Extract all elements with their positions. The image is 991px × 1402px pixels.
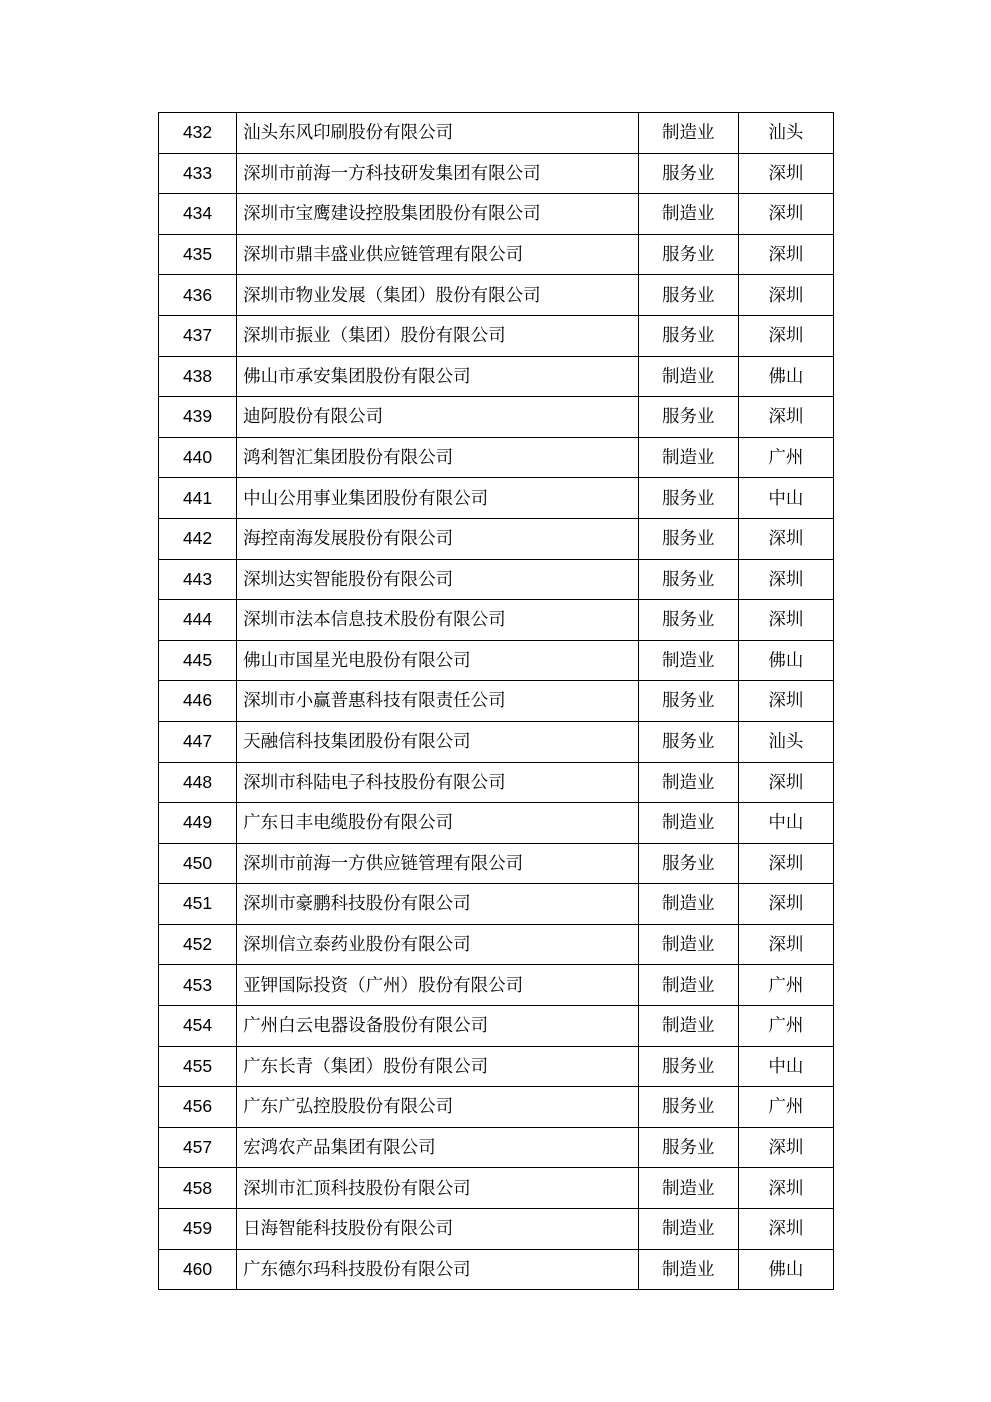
cell-city: 深圳 — [738, 1168, 833, 1209]
cell-company-name: 广州白云电器设备股份有限公司 — [237, 1006, 639, 1047]
cell-company-name: 鸿利智汇集团股份有限公司 — [237, 437, 639, 478]
cell-industry: 服务业 — [638, 315, 738, 356]
cell-industry: 服务业 — [638, 234, 738, 275]
cell-company-name: 深圳市鼎丰盛业供应链管理有限公司 — [237, 234, 639, 275]
cell-city: 汕头 — [738, 721, 833, 762]
table-row — [159, 194, 834, 235]
cell-city: 汕头 — [738, 113, 833, 154]
table-row — [159, 1209, 834, 1250]
cell-industry: 制造业 — [638, 113, 738, 154]
cell-industry: 制造业 — [638, 356, 738, 397]
cell-rank: 455 — [159, 1046, 237, 1087]
cell-company-name: 深圳市法本信息技术股份有限公司 — [237, 600, 639, 641]
cell-industry: 服务业 — [638, 843, 738, 884]
cell-city: 深圳 — [738, 397, 833, 438]
table-row — [159, 1046, 834, 1087]
cell-industry: 服务业 — [638, 478, 738, 519]
cell-industry: 制造业 — [638, 924, 738, 965]
cell-rank: 442 — [159, 518, 237, 559]
cell-rank: 440 — [159, 437, 237, 478]
cell-rank: 450 — [159, 843, 237, 884]
table-row — [159, 1087, 834, 1128]
cell-rank: 451 — [159, 884, 237, 925]
cell-company-name: 深圳市物业发展（集团）股份有限公司 — [237, 275, 639, 316]
cell-company-name: 天融信科技集团股份有限公司 — [237, 721, 639, 762]
table-row — [159, 356, 834, 397]
cell-rank: 441 — [159, 478, 237, 519]
table-row — [159, 153, 834, 194]
cell-city: 广州 — [738, 437, 833, 478]
cell-city: 深圳 — [738, 843, 833, 884]
cell-rank: 458 — [159, 1168, 237, 1209]
cell-company-name: 广东长青（集团）股份有限公司 — [237, 1046, 639, 1087]
cell-city: 中山 — [738, 478, 833, 519]
cell-industry: 制造业 — [638, 194, 738, 235]
cell-city: 深圳 — [738, 194, 833, 235]
cell-industry: 服务业 — [638, 397, 738, 438]
cell-city: 广州 — [738, 1087, 833, 1128]
cell-rank: 434 — [159, 194, 237, 235]
table-row — [159, 1127, 834, 1168]
cell-industry: 服务业 — [638, 1087, 738, 1128]
cell-industry: 制造业 — [638, 1006, 738, 1047]
table-row — [159, 437, 834, 478]
cell-rank: 443 — [159, 559, 237, 600]
cell-city: 深圳 — [738, 924, 833, 965]
table-row — [159, 965, 834, 1006]
cell-company-name: 广东广弘控股股份有限公司 — [237, 1087, 639, 1128]
cell-industry: 服务业 — [638, 153, 738, 194]
cell-city: 深圳 — [738, 559, 833, 600]
table-row — [159, 315, 834, 356]
cell-city: 深圳 — [738, 681, 833, 722]
cell-company-name: 广东德尔玛科技股份有限公司 — [237, 1249, 639, 1290]
table-row — [159, 681, 834, 722]
cell-industry: 制造业 — [638, 965, 738, 1006]
table-row — [159, 884, 834, 925]
cell-city: 深圳 — [738, 600, 833, 641]
cell-city: 广州 — [738, 1006, 833, 1047]
cell-industry: 制造业 — [638, 762, 738, 803]
table-row — [159, 478, 834, 519]
cell-industry: 服务业 — [638, 1046, 738, 1087]
cell-rank: 432 — [159, 113, 237, 154]
cell-rank: 439 — [159, 397, 237, 438]
cell-rank: 433 — [159, 153, 237, 194]
cell-company-name: 汕头东风印刷股份有限公司 — [237, 113, 639, 154]
cell-company-name: 深圳市前海一方供应链管理有限公司 — [237, 843, 639, 884]
cell-industry: 服务业 — [638, 518, 738, 559]
cell-industry: 制造业 — [638, 640, 738, 681]
cell-industry: 制造业 — [638, 1168, 738, 1209]
cell-company-name: 深圳信立泰药业股份有限公司 — [237, 924, 639, 965]
cell-city: 深圳 — [738, 884, 833, 925]
table-row — [159, 1168, 834, 1209]
cell-company-name: 深圳达实智能股份有限公司 — [237, 559, 639, 600]
cell-company-name: 海控南海发展股份有限公司 — [237, 518, 639, 559]
cell-rank: 444 — [159, 600, 237, 641]
cell-company-name: 深圳市豪鹏科技股份有限公司 — [237, 884, 639, 925]
table-row — [159, 113, 834, 154]
cell-company-name: 亚钾国际投资（广州）股份有限公司 — [237, 965, 639, 1006]
cell-city: 深圳 — [738, 275, 833, 316]
cell-rank: 436 — [159, 275, 237, 316]
cell-company-name: 深圳市振业（集团）股份有限公司 — [237, 315, 639, 356]
cell-rank: 453 — [159, 965, 237, 1006]
cell-city: 深圳 — [738, 1209, 833, 1250]
table-row — [159, 843, 834, 884]
table-row — [159, 721, 834, 762]
cell-rank: 459 — [159, 1209, 237, 1250]
cell-rank: 449 — [159, 803, 237, 844]
table-row — [159, 762, 834, 803]
table-row — [159, 234, 834, 275]
cell-industry: 服务业 — [638, 681, 738, 722]
cell-rank: 456 — [159, 1087, 237, 1128]
cell-rank: 454 — [159, 1006, 237, 1047]
cell-industry: 服务业 — [638, 1127, 738, 1168]
cell-industry: 服务业 — [638, 600, 738, 641]
cell-company-name: 宏鸿农产品集团有限公司 — [237, 1127, 639, 1168]
cell-company-name: 中山公用事业集团股份有限公司 — [237, 478, 639, 519]
cell-industry: 服务业 — [638, 559, 738, 600]
cell-industry: 制造业 — [638, 803, 738, 844]
table-body — [159, 113, 834, 1290]
cell-rank: 457 — [159, 1127, 237, 1168]
cell-city: 中山 — [738, 1046, 833, 1087]
cell-city: 深圳 — [738, 762, 833, 803]
cell-rank: 448 — [159, 762, 237, 803]
cell-rank: 460 — [159, 1249, 237, 1290]
table-row — [159, 518, 834, 559]
cell-industry: 制造业 — [638, 884, 738, 925]
table-row — [159, 600, 834, 641]
cell-rank: 446 — [159, 681, 237, 722]
cell-rank: 437 — [159, 315, 237, 356]
table-row — [159, 1006, 834, 1047]
cell-company-name: 深圳市科陆电子科技股份有限公司 — [237, 762, 639, 803]
cell-industry: 制造业 — [638, 437, 738, 478]
table-row — [159, 275, 834, 316]
cell-rank: 447 — [159, 721, 237, 762]
cell-company-name: 深圳市小赢普惠科技有限责任公司 — [237, 681, 639, 722]
table-row — [159, 803, 834, 844]
company-ranking-table — [158, 112, 834, 1290]
cell-company-name: 迪阿股份有限公司 — [237, 397, 639, 438]
cell-company-name: 佛山市国星光电股份有限公司 — [237, 640, 639, 681]
table-row — [159, 924, 834, 965]
cell-city: 中山 — [738, 803, 833, 844]
cell-city: 深圳 — [738, 234, 833, 275]
cell-city: 深圳 — [738, 518, 833, 559]
cell-rank: 452 — [159, 924, 237, 965]
table-row — [159, 559, 834, 600]
cell-city: 广州 — [738, 965, 833, 1006]
cell-industry: 制造业 — [638, 1209, 738, 1250]
table-row — [159, 1249, 834, 1290]
cell-city: 佛山 — [738, 1249, 833, 1290]
cell-company-name: 深圳市汇顶科技股份有限公司 — [237, 1168, 639, 1209]
cell-industry: 服务业 — [638, 275, 738, 316]
cell-city: 佛山 — [738, 356, 833, 397]
cell-company-name: 日海智能科技股份有限公司 — [237, 1209, 639, 1250]
cell-industry: 服务业 — [638, 721, 738, 762]
table-row — [159, 397, 834, 438]
cell-city: 佛山 — [738, 640, 833, 681]
cell-city: 深圳 — [738, 315, 833, 356]
cell-company-name: 广东日丰电缆股份有限公司 — [237, 803, 639, 844]
cell-company-name: 佛山市承安集团股份有限公司 — [237, 356, 639, 397]
cell-rank: 438 — [159, 356, 237, 397]
cell-industry: 制造业 — [638, 1249, 738, 1290]
cell-city: 深圳 — [738, 1127, 833, 1168]
cell-city: 深圳 — [738, 153, 833, 194]
table-row — [159, 640, 834, 681]
cell-company-name: 深圳市宝鹰建设控股集团股份有限公司 — [237, 194, 639, 235]
cell-rank: 445 — [159, 640, 237, 681]
cell-company-name: 深圳市前海一方科技研发集团有限公司 — [237, 153, 639, 194]
cell-rank: 435 — [159, 234, 237, 275]
